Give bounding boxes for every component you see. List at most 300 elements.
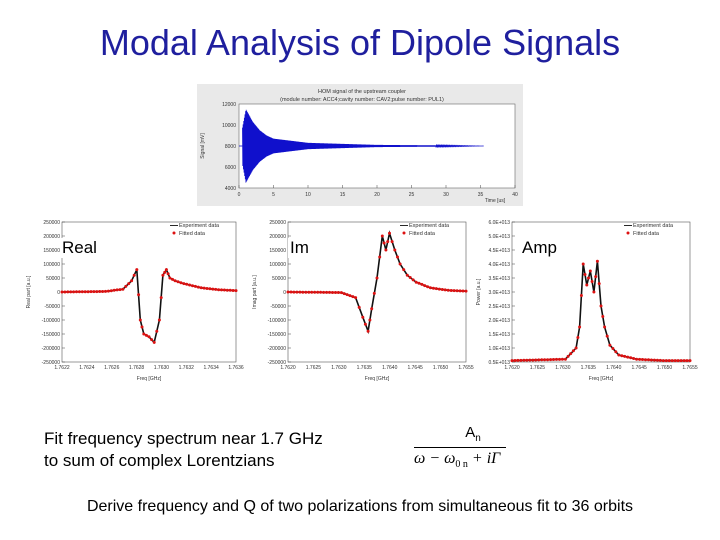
fitted-point bbox=[75, 290, 78, 293]
fit-description bbox=[44, 428, 323, 472]
fitted-point bbox=[558, 358, 561, 361]
x-axis-label: Freq [GHz] bbox=[364, 376, 390, 382]
fitted-point bbox=[171, 278, 174, 281]
fitted-point bbox=[592, 291, 595, 294]
legend-fitted: Fitted data bbox=[633, 231, 659, 237]
fitted-point bbox=[322, 291, 325, 294]
fitted-point bbox=[450, 289, 453, 292]
x-tick-label: 1.7625 bbox=[305, 365, 322, 371]
fitted-point bbox=[589, 270, 592, 273]
fitted-point bbox=[61, 291, 64, 294]
y-tick-label: 8000 bbox=[224, 144, 236, 150]
fitted-point bbox=[84, 290, 87, 293]
fitted-point bbox=[447, 289, 450, 292]
fitted-point bbox=[598, 282, 601, 285]
fitted-point bbox=[287, 291, 290, 294]
fitted-point bbox=[522, 359, 525, 362]
fitted-point bbox=[373, 292, 376, 295]
fitted-point bbox=[534, 359, 537, 362]
fitted-point bbox=[78, 290, 81, 293]
fitted-point bbox=[188, 284, 191, 287]
x-tick-label: 1.7650 bbox=[656, 365, 673, 371]
fitted-point bbox=[200, 286, 203, 289]
fitted-point bbox=[229, 289, 232, 292]
fitted-point bbox=[582, 263, 585, 266]
lorentzian-formula bbox=[414, 424, 506, 470]
fitted-point bbox=[310, 291, 313, 294]
x-axis-label: Freq [GHz] bbox=[136, 376, 162, 382]
y-tick-label: -200000 bbox=[267, 346, 286, 352]
fitted-point bbox=[307, 291, 310, 294]
fitted-point bbox=[150, 338, 153, 341]
x-tick-label: 1.7630 bbox=[331, 365, 347, 371]
fitted-point bbox=[465, 290, 468, 293]
fitted-point bbox=[668, 359, 671, 362]
fitted-point bbox=[121, 288, 124, 291]
x-tick-label: 1.7630 bbox=[153, 365, 170, 371]
fitted-point bbox=[179, 281, 182, 284]
legend-experiment: Experiment data bbox=[633, 223, 674, 229]
fitted-point bbox=[659, 359, 662, 362]
x-axis-label: Freq [GHz] bbox=[588, 376, 614, 382]
fitted-point bbox=[368, 319, 371, 322]
fitted-point bbox=[626, 356, 629, 359]
y-tick-label: -150000 bbox=[267, 332, 286, 338]
fitted-point bbox=[611, 347, 614, 350]
y-tick-label: 200000 bbox=[269, 234, 286, 240]
y-tick-label: 3.5E+013 bbox=[488, 276, 510, 282]
fitted-point bbox=[409, 276, 412, 279]
fitted-point bbox=[453, 289, 456, 292]
x-tick-label: 35 bbox=[477, 192, 484, 198]
fitted-point bbox=[617, 354, 620, 357]
fitted-point bbox=[358, 306, 361, 309]
fitted-point bbox=[665, 359, 668, 362]
y-tick-label: 100000 bbox=[269, 262, 286, 268]
fitted-point bbox=[384, 249, 387, 252]
fitted-point bbox=[145, 334, 148, 337]
hom-signal-svg bbox=[197, 84, 523, 206]
x-tick-label: 10 bbox=[305, 192, 311, 198]
imag-part-chart bbox=[250, 216, 472, 382]
fitted-point bbox=[95, 290, 98, 293]
formula-numerator: $A_n$ bbox=[465, 424, 481, 444]
y-tick-label: 12000 bbox=[222, 102, 236, 108]
fitted-point bbox=[301, 291, 304, 294]
real-svg bbox=[24, 216, 242, 382]
fitted-point bbox=[139, 319, 142, 322]
fitted-point bbox=[596, 260, 599, 263]
fitted-point bbox=[376, 277, 379, 280]
fitted-point bbox=[211, 288, 214, 291]
fitted-point bbox=[155, 330, 158, 333]
fit-description-line2: to sum of complex Lorentzians bbox=[44, 451, 275, 470]
legend-swatch-fitted bbox=[403, 232, 406, 235]
fitted-point bbox=[650, 359, 653, 362]
fitted-point bbox=[119, 288, 122, 291]
fitted-point bbox=[662, 359, 665, 362]
fitted-point bbox=[370, 307, 373, 310]
x-tick-label: 1.7635 bbox=[356, 365, 372, 371]
fitted-point bbox=[600, 305, 603, 308]
fitted-point bbox=[337, 291, 340, 294]
fitted-point bbox=[546, 358, 549, 361]
x-tick-label: 1.7636 bbox=[228, 365, 244, 371]
fitted-point bbox=[402, 268, 405, 271]
y-tick-label: 5.0E+013 bbox=[488, 234, 510, 240]
hom-signal-chart bbox=[197, 84, 523, 206]
fitted-point bbox=[348, 294, 351, 297]
x-tick-label: 5 bbox=[272, 192, 275, 198]
fitted-point bbox=[632, 357, 635, 360]
x-tick-label: 25 bbox=[408, 192, 415, 198]
fitted-point bbox=[331, 291, 334, 294]
amplitude-chart bbox=[474, 216, 696, 382]
legend-fitted: Fitted data bbox=[409, 231, 435, 237]
fitted-point bbox=[343, 292, 346, 295]
fitted-point bbox=[208, 287, 211, 290]
fitted-point bbox=[420, 283, 423, 286]
y-tick-label: 0 bbox=[283, 290, 286, 296]
x-tick-label: 20 bbox=[374, 192, 380, 198]
fitted-point bbox=[191, 284, 194, 287]
fitted-point bbox=[141, 326, 144, 329]
fitted-point bbox=[418, 282, 421, 285]
fitted-point bbox=[81, 290, 84, 293]
x-tick-label: 1.7625 bbox=[529, 365, 546, 371]
fitted-point bbox=[528, 359, 531, 362]
fitted-point bbox=[165, 268, 168, 271]
real-part-chart bbox=[24, 216, 242, 382]
fitted-point bbox=[316, 291, 319, 294]
fitted-point bbox=[412, 278, 415, 281]
fitted-point bbox=[346, 293, 349, 296]
real-label: Real bbox=[62, 238, 97, 257]
fitted-point bbox=[614, 350, 617, 353]
fitted-point bbox=[127, 282, 130, 285]
fitted-point bbox=[601, 315, 604, 318]
fitted-point bbox=[686, 359, 689, 362]
fitted-point bbox=[629, 356, 632, 359]
fitted-point bbox=[104, 290, 107, 293]
fitted-point bbox=[653, 359, 656, 362]
y-tick-label: 4000 bbox=[224, 186, 236, 192]
fitted-point bbox=[217, 288, 220, 291]
fitted-point bbox=[674, 359, 677, 362]
fitted-point bbox=[537, 358, 540, 361]
x-tick-label: 1.7622 bbox=[54, 365, 70, 371]
x-tick-label: 1.7640 bbox=[606, 365, 622, 371]
y-tick-label: -100000 bbox=[267, 318, 286, 324]
fitted-point bbox=[580, 294, 583, 297]
legend-swatch-experiment bbox=[170, 225, 178, 226]
fitted-point bbox=[63, 291, 66, 294]
x-tick-label: 1.7645 bbox=[631, 365, 647, 371]
fitted-point bbox=[569, 352, 572, 355]
fitted-point bbox=[98, 290, 101, 293]
fitted-point bbox=[304, 291, 307, 294]
fitted-point bbox=[185, 283, 188, 286]
x-tick-label: 15 bbox=[339, 192, 346, 198]
fitted-point bbox=[584, 273, 587, 276]
fitted-point bbox=[432, 287, 435, 290]
fitted-point bbox=[66, 290, 69, 293]
y-tick-label: -200000 bbox=[41, 346, 60, 352]
fitted-point bbox=[203, 287, 206, 290]
y-tick-label: 1.0E+013 bbox=[488, 346, 510, 352]
y-axis-label: Power [a.u.] bbox=[476, 278, 482, 306]
x-tick-label: 1.7630 bbox=[555, 365, 571, 371]
fitted-point bbox=[555, 358, 558, 361]
y-tick-label: 4.5E+013 bbox=[488, 248, 510, 254]
fitted-point bbox=[340, 291, 343, 294]
x-tick-label: 1.7628 bbox=[128, 365, 145, 371]
fitted-point bbox=[113, 289, 116, 292]
fitted-point bbox=[361, 316, 364, 319]
legend-fitted: Fitted data bbox=[179, 231, 205, 237]
fitted-point bbox=[319, 291, 322, 294]
fitted-point bbox=[292, 291, 295, 294]
fitted-point bbox=[441, 288, 444, 291]
y-tick-label: 150000 bbox=[269, 248, 286, 254]
conclusion-text: Derive frequency and Q of two polarizations from simultaneous fit to 36 orbits bbox=[86, 498, 634, 515]
fitted-point bbox=[364, 323, 367, 326]
fitted-point bbox=[223, 289, 226, 292]
x-tick-label: 0 bbox=[237, 192, 241, 198]
fitted-point bbox=[519, 359, 522, 362]
fitted-point bbox=[429, 286, 432, 289]
y-axis-label: Real part [a.u.] bbox=[26, 275, 32, 309]
fitted-point bbox=[161, 274, 164, 277]
fitted-point bbox=[220, 288, 223, 291]
y-tick-label: 250000 bbox=[269, 220, 286, 226]
y-tick-label: 2.0E+013 bbox=[488, 318, 510, 324]
fitted-point bbox=[107, 290, 110, 293]
fitted-point bbox=[378, 256, 381, 259]
fitted-point bbox=[399, 263, 402, 266]
y-tick-label: -100000 bbox=[41, 318, 60, 324]
fitted-point bbox=[158, 319, 161, 322]
fit-description-line1: Fit frequency spectrum near 1.7 GHz bbox=[44, 429, 323, 448]
fitted-point bbox=[124, 285, 127, 288]
fitted-point bbox=[683, 359, 686, 362]
y-tick-label: 1.5E+013 bbox=[488, 332, 510, 338]
fitted-point bbox=[383, 242, 386, 245]
fitted-point bbox=[444, 288, 447, 291]
fitted-point bbox=[133, 274, 136, 277]
fitted-point bbox=[543, 358, 546, 361]
fitted-point bbox=[69, 290, 72, 293]
fitted-point bbox=[531, 359, 534, 362]
formula-denominator: $\omega - \omega_{0 n} + i\Gamma$ bbox=[414, 450, 501, 471]
fitted-point bbox=[552, 358, 555, 361]
fitted-point bbox=[328, 291, 331, 294]
x-tick-label: 1.7620 bbox=[280, 365, 296, 371]
fitted-point bbox=[142, 333, 145, 336]
fitted-point bbox=[367, 330, 370, 333]
y-tick-label: 100000 bbox=[43, 262, 60, 268]
x-tick-label: 30 bbox=[443, 192, 449, 198]
x-tick-label: 1.7624 bbox=[79, 365, 95, 371]
fitted-point bbox=[168, 277, 171, 280]
fitted-point bbox=[576, 336, 579, 339]
fitted-point bbox=[514, 359, 517, 362]
fitted-point bbox=[197, 286, 200, 289]
fraction-bar bbox=[414, 447, 506, 448]
fitted-point bbox=[459, 289, 462, 292]
x-tick-label: 1.7650 bbox=[432, 365, 449, 371]
fitted-point bbox=[591, 280, 594, 283]
fitted-point bbox=[290, 291, 293, 294]
x-tick-label: 1.7620 bbox=[504, 365, 520, 371]
fitted-point bbox=[567, 355, 570, 358]
y-axis-label: Imag part [a.u.] bbox=[252, 275, 258, 309]
fitted-point bbox=[516, 359, 519, 362]
x-tick-label: 1.7655 bbox=[682, 365, 698, 371]
fitted-point bbox=[206, 287, 209, 290]
fitted-point bbox=[564, 358, 567, 361]
fitted-point bbox=[423, 284, 426, 287]
fitted-point bbox=[174, 279, 177, 282]
fitted-point bbox=[381, 235, 384, 238]
im-label: Im bbox=[290, 238, 309, 257]
amp-label: Amp bbox=[522, 238, 557, 257]
fitted-point bbox=[391, 240, 394, 243]
fitted-point bbox=[406, 274, 409, 277]
slide-title: Modal Analysis of Dipole Signals bbox=[99, 22, 621, 63]
fitted-point bbox=[87, 290, 90, 293]
fitted-point bbox=[325, 291, 328, 294]
y-tick-label: 250000 bbox=[43, 220, 60, 226]
fitted-point bbox=[549, 358, 552, 361]
legend-swatch-fitted bbox=[173, 232, 176, 235]
fitted-point bbox=[177, 280, 180, 283]
fitted-point bbox=[334, 291, 337, 294]
y-tick-label: 0 bbox=[57, 290, 60, 296]
chart-subtitle: (module number: ACC4;cavity number: CAV2;pulse number: PUL1) bbox=[280, 97, 444, 103]
fitted-point bbox=[130, 279, 133, 282]
fitted-point bbox=[295, 291, 298, 294]
y-tick-label: 50000 bbox=[272, 276, 286, 282]
fitted-point bbox=[525, 359, 528, 362]
y-axis-label: Signal [mV] bbox=[200, 133, 206, 159]
fitted-point bbox=[235, 289, 238, 292]
fitted-point bbox=[194, 285, 197, 288]
fitted-point bbox=[388, 232, 391, 235]
fitted-point bbox=[608, 344, 611, 347]
fitted-point bbox=[226, 289, 229, 292]
fitted-point bbox=[620, 354, 623, 357]
fitted-point bbox=[298, 291, 301, 294]
fitted-point bbox=[393, 249, 396, 252]
fitted-point bbox=[561, 358, 564, 361]
chart-title: HOM signal of the upstream coupler bbox=[317, 89, 407, 95]
y-tick-label: 2.5E+013 bbox=[488, 304, 510, 310]
fitted-point bbox=[72, 290, 75, 293]
fitted-point bbox=[641, 358, 644, 361]
y-tick-label: -150000 bbox=[41, 332, 60, 338]
fitted-point bbox=[153, 341, 156, 344]
x-tick-label: 1.7655 bbox=[458, 365, 474, 371]
fitted-point bbox=[635, 358, 638, 361]
y-tick-label: 6.0E+013 bbox=[488, 220, 510, 226]
x-tick-label: 1.7634 bbox=[203, 365, 219, 371]
fitted-point bbox=[511, 359, 514, 362]
fitted-point bbox=[456, 289, 459, 292]
y-tick-label: 3.0E+013 bbox=[488, 290, 510, 296]
fitted-point bbox=[656, 359, 659, 362]
x-tick-label: 1.7626 bbox=[104, 365, 120, 371]
fitted-point bbox=[137, 293, 140, 296]
fitted-point bbox=[680, 359, 683, 362]
fitted-point bbox=[116, 288, 119, 291]
fitted-point bbox=[647, 358, 650, 361]
fitted-point bbox=[313, 291, 316, 294]
fitted-point bbox=[606, 335, 609, 338]
y-tick-label: 0.5E+013 bbox=[488, 360, 510, 366]
y-tick-label: -250000 bbox=[41, 360, 60, 366]
fitted-point bbox=[415, 281, 418, 284]
legend-swatch-experiment bbox=[624, 225, 632, 226]
fitted-point bbox=[438, 288, 441, 291]
fitted-point bbox=[110, 289, 113, 292]
fitted-point bbox=[426, 285, 429, 288]
legend-experiment: Experiment data bbox=[409, 223, 450, 229]
fitted-point bbox=[594, 275, 597, 278]
y-tick-label: -250000 bbox=[267, 360, 286, 366]
fitted-point bbox=[182, 282, 185, 285]
legend-swatch-experiment bbox=[400, 225, 408, 226]
fitted-point bbox=[603, 326, 606, 329]
fitted-point bbox=[575, 347, 578, 350]
legend-swatch-fitted bbox=[627, 232, 630, 235]
fitted-point bbox=[540, 358, 543, 361]
fitted-point bbox=[386, 240, 389, 243]
fitted-point bbox=[587, 277, 590, 280]
x-tick-label: 40 bbox=[512, 192, 518, 198]
fitted-point bbox=[92, 290, 95, 293]
fitted-point bbox=[689, 359, 692, 362]
fitted-point bbox=[90, 290, 93, 293]
y-tick-label: 200000 bbox=[43, 234, 60, 240]
fitted-point bbox=[351, 295, 354, 298]
fitted-point bbox=[462, 290, 465, 293]
fitted-point bbox=[585, 284, 588, 287]
y-tick-label: -50000 bbox=[44, 304, 60, 310]
fitted-point bbox=[572, 349, 575, 352]
fitted-point bbox=[167, 272, 170, 275]
y-tick-label: 10000 bbox=[222, 123, 236, 129]
y-tick-label: 6000 bbox=[224, 165, 236, 171]
fitted-point bbox=[101, 290, 104, 293]
y-tick-label: -50000 bbox=[270, 304, 286, 310]
x-tick-label: 1.7635 bbox=[580, 365, 596, 371]
imag-svg bbox=[250, 216, 472, 382]
fitted-point bbox=[163, 271, 166, 274]
fitted-point bbox=[578, 326, 581, 329]
x-axis-label: Time [us] bbox=[484, 198, 506, 204]
fitted-point bbox=[671, 359, 674, 362]
y-tick-label: 150000 bbox=[43, 248, 60, 254]
fitted-point bbox=[435, 287, 438, 290]
y-tick-label: 4.0E+013 bbox=[488, 262, 510, 268]
x-tick-label: 1.7640 bbox=[382, 365, 398, 371]
fitted-point bbox=[148, 335, 151, 338]
fitted-point bbox=[396, 256, 399, 259]
amp-svg bbox=[474, 216, 696, 382]
legend-experiment: Experiment data bbox=[179, 223, 220, 229]
fitted-point bbox=[623, 355, 626, 358]
